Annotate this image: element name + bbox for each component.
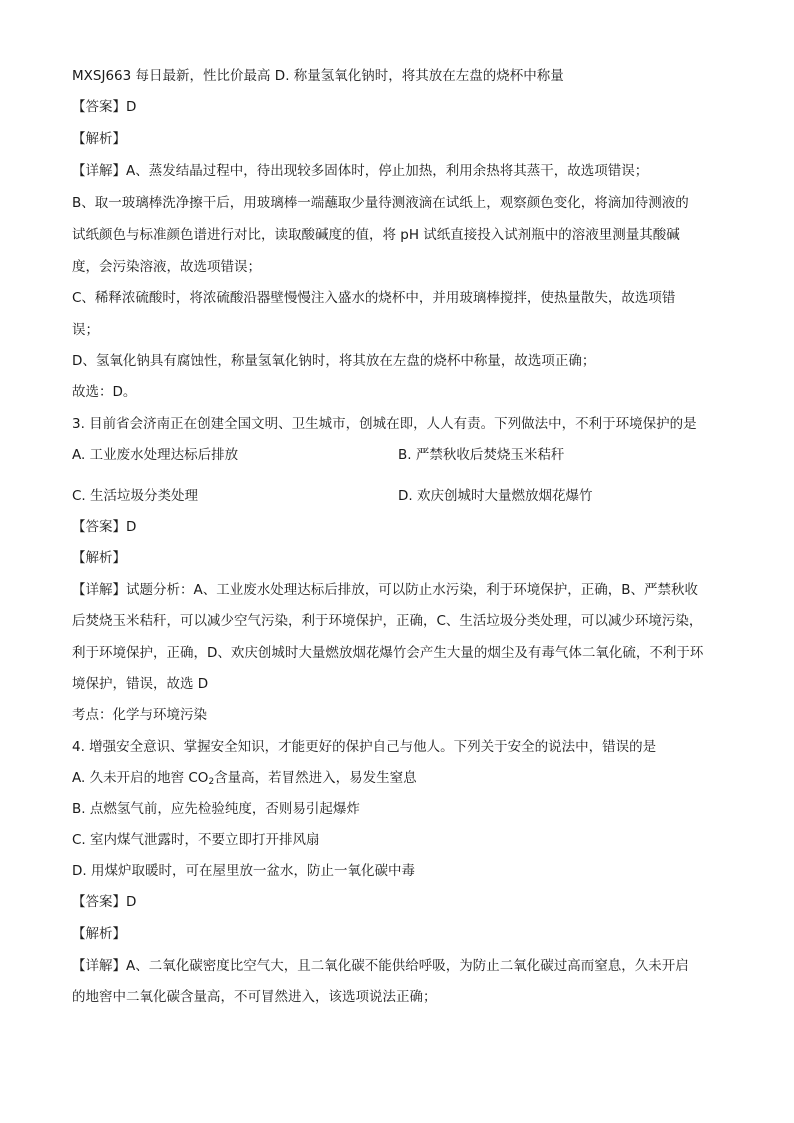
question-4-stem: 4. 增强安全意识、掌握安全知识，才能更好的保护自己与他人。下列关于安全的说法中，错误的是	[72, 739, 657, 755]
option-a-text-rest: 含量高，若冒然进入，易发生窒息	[214, 770, 417, 786]
text-line: 试纸颜色与标准颜色谱进行对比，读取酸碱度的值，将 pH 试纸直接投入试剂瓶中的溶液里测量其酸碱	[72, 227, 680, 243]
text-line: 故选：D。	[72, 384, 137, 400]
subscript-2: 2	[208, 777, 215, 787]
text-line: 【详解】A、二氧化碳密度比空气大，且二氧化碳不能供给呼吸，为防止二氧化碳过高而窒息，久未开启	[72, 958, 689, 974]
question-3-option-c: C. 生活垃圾分类处理	[72, 488, 199, 504]
question-3-option-b: B. 严禁秋收后焚烧玉米秸秆	[398, 447, 565, 463]
analysis-label: 【解析】	[72, 550, 126, 566]
question-3-option-d: D. 欢庆创城时大量燃放烟花爆竹	[398, 488, 593, 504]
question-4-option-a	[72, 768, 722, 788]
text-line: 误；	[72, 322, 99, 338]
text-line: 度，会污染溶液，故选项错误；	[72, 259, 261, 275]
text-line: MXSJ663 每日最新，性比价最高 D. 称量氢氧化钠时，将其放在左盘的烧杯中称量	[72, 68, 564, 84]
text-line: 考点：化学与环境污染	[72, 707, 207, 723]
text-line: 后焚烧玉米秸秆，可以减少空气污染，利于环境保护，正确，C、生活垃圾分类处理，可以减少环境污染，	[72, 613, 703, 629]
text-line: 的地窖中二氧化碳含量高，不可冒然进入，该选项说法正确；	[72, 989, 437, 1005]
question-4-option-c: C. 室内煤气泄露时，不要立即打开排风扇	[72, 832, 320, 848]
text-line: 利于环境保护，正确，D、欢庆创城时大量燃放烟花爆竹会产生大量的烟尘及有毒气体二氧化硫，不利于环	[72, 645, 704, 661]
question-3-option-a: A. 工业废水处理达标后排放	[72, 447, 239, 463]
answer-label: 【答案】D	[72, 519, 137, 535]
answer-label: 【答案】D	[72, 894, 137, 910]
option-a-text: A. 久未开启的地窖 CO	[72, 770, 209, 786]
text-line: 【详解】试题分析：A、工业废水处理达标后排放，可以防止水污染，利于环境保护，正确，B、严禁秋收	[72, 582, 698, 598]
text-line: 【详解】A、蒸发结晶过程中，待出现较多固体时，停止加热，利用余热将其蒸干，故选项错误；	[72, 163, 649, 179]
text-line: 境保护，错误，故选 D	[72, 676, 209, 692]
question-4-option-b: B. 点燃氢气前，应先检验纯度，否则易引起爆炸	[72, 801, 360, 817]
answer-label: 【答案】D	[72, 99, 137, 115]
text-line: D、氢氧化钠具有腐蚀性，称量氢氧化钠时，将其放在左盘的烧杯中称量，故选项正确；	[72, 353, 596, 369]
text-line: B、取一玻璃棒洗净擦干后，用玻璃棒一端蘸取少量待测液滴在试纸上，观察颜色变化，将滴加待测液的	[72, 195, 689, 211]
analysis-label: 【解析】	[72, 131, 126, 147]
question-4-option-d: D. 用煤炉取暖时，可在屋里放一盆水，防止一氧化碳中毒	[72, 863, 415, 879]
question-3-stem: 3. 目前省会济南正在创建全国文明、卫生城市，创城在即，人人有责。下列做法中，不利于环境保护的是	[72, 416, 697, 432]
analysis-label: 【解析】	[72, 926, 126, 942]
text-line: C、稀释浓硫酸时，将浓硫酸沿器壁慢慢注入盛水的烧杯中，并用玻璃棒搅拌，使热量散失，故选项错	[72, 290, 676, 306]
